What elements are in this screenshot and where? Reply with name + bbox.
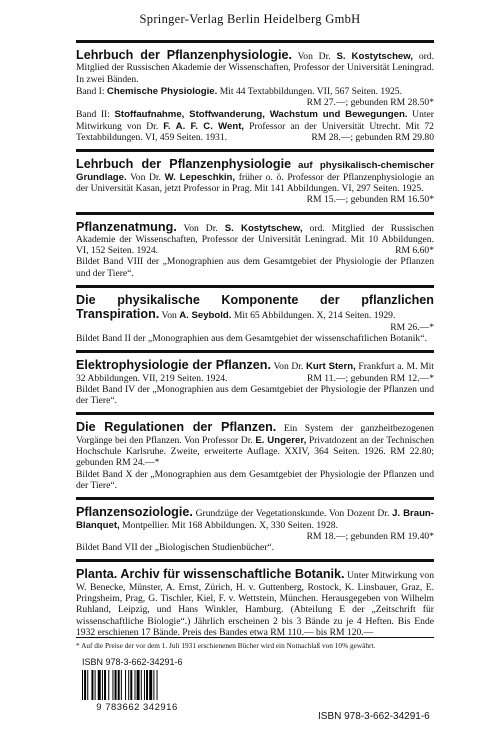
series-note: Bildet Band IV der „Monographien aus dem Gesamtgebiet der Physiologie der Pflanzen und der Tiere“. bbox=[76, 383, 434, 407]
book-entry bbox=[76, 412, 434, 497]
by-text: Von Dr. bbox=[297, 51, 331, 62]
volume-description: Unter Mitwirkung von Dr. bbox=[76, 109, 434, 132]
book-description: ord. Mitglied der Russischen Akademie der Wissenschaften, Professor der Universität Leningrad. In zwei Bänden. bbox=[76, 51, 434, 85]
book-entry bbox=[76, 559, 434, 644]
book-author: J. Braun-Blanquet, bbox=[76, 508, 434, 531]
book-title: Die Regulationen der Pflanzen. bbox=[76, 420, 277, 435]
volume-label: Band I: bbox=[76, 85, 105, 97]
book-description: Montpellier. Mit 168 Abbildungen. X, 330 Seiten. 1928. bbox=[122, 519, 338, 531]
volume-price: RM 28.—; gebunden RM 29.80 bbox=[311, 132, 434, 144]
barcode-icon bbox=[82, 670, 192, 700]
book-entry bbox=[76, 497, 434, 559]
by-text: Von Dr. bbox=[130, 171, 161, 183]
book-price: RM 6.60* bbox=[395, 245, 434, 257]
volume-title: Chemische Physiologie. bbox=[106, 85, 218, 97]
book-description: früher o. ö. Professor der Pflanzenphysiologie an der Universität Kasan, jetzt Professor in Prag. Mit 141 Abbildungen. VI, 297 Seiten. 1925. bbox=[76, 171, 434, 194]
volume-price: RM 27.—; gebunden RM 28.50* bbox=[306, 97, 434, 109]
book-price: RM 26.—* bbox=[390, 321, 434, 333]
series-note: Bildet Band II der „Monographien aus dem Gesamtgebiet der wissenschaftlichen Botanik“. bbox=[76, 332, 427, 344]
volume-label: Band II: bbox=[76, 109, 110, 121]
book-entry bbox=[76, 285, 434, 350]
book-title: Die physikalische Komponente der pflanzlichen Transpiration. bbox=[76, 293, 434, 322]
book-author: E. Ungerer, bbox=[255, 434, 307, 446]
volume-description: Professor an der Universität Utrecht. Mit 72 Textabbildungen. VI, 459 Seiten. 1931. bbox=[76, 120, 434, 144]
isbn-label-bottom: ISBN 978-3-662-34291-6 bbox=[318, 711, 430, 722]
series-note: Bildet Band X der „Monographien aus dem Gesamtgebiet der Physiologie der Pflanzen und der Tiere“. bbox=[76, 468, 434, 491]
book-description: Ein System der ganzheitbezogenen Vorgänge bei den Pflanzen. Von Professor Dr. bbox=[76, 423, 434, 446]
barcode-number: 9 783662 342916 bbox=[96, 702, 178, 713]
volume-title: Stoffaufnahme, Stoffwanderung, Wachstum und Bewegungen. bbox=[114, 109, 408, 121]
book-description: Privatdozent an der Technischen Hochschule Karlsruhe. Zweite, erweiterte Auflage. XXIV, 364 Seiten. 1926. RM 22.80; gebunden RM 24.—* bbox=[76, 434, 435, 469]
book-title: Pflanzenatmung. bbox=[76, 219, 177, 234]
by-text: Von Dr. bbox=[183, 222, 218, 234]
book-entry bbox=[76, 149, 434, 211]
book-price: RM 18.—; gebunden RM 19.40* bbox=[306, 530, 434, 542]
series-note: Bildet Band VII der „Biologischen Studienbücher“. bbox=[76, 542, 275, 554]
book-title: Elektrophysiologie der Pflanzen. bbox=[76, 358, 271, 373]
book-list bbox=[76, 40, 434, 644]
journal-description: Unter Mitwirkung von W. Benecke, Münster, A. Ernst, Zürich, H. v. Guttenberg, Rostock, K. Linsbauer, Graz, E. Pringsheim, Prag, G. Tischler, Kiel, F. v. Wettstein, München. Herausgegeben von Wilhelm Ruhland, Leipzig, und Hans Winkler, Hamburg. (Abteilung E der „Zeitschrift für wissenschaftliche Biologie“.) Jährlich erscheinen 2 bis 3 Bände zu je 4 Heften. Bis Ende 1932 erschienen 17 Bände. Preis des Bandes etwa RM 110.— bis RM 120.— bbox=[76, 570, 434, 638]
book-title: Lehrbuch der Pflanzenphysiologie. bbox=[76, 48, 292, 62]
by-text: Von bbox=[161, 310, 177, 322]
journal-title: Planta. Archiv für wissenschaftliche Botanik. bbox=[76, 567, 345, 582]
isbn-label-top: ISBN 978-3-662-34291-6 bbox=[82, 657, 183, 667]
book-entry bbox=[76, 40, 434, 149]
by-text: Von Dr. bbox=[273, 361, 304, 373]
book-description: Mit 65 Abbildungen. X, 214 Seiten. 1929. bbox=[233, 310, 396, 322]
book-author: S. Kostytschew, bbox=[224, 222, 303, 234]
price-footnote: * Auf die Preise der vor dem 1. Juli 1931 erschienenen Bücher wird ein Notnachlaß von 10% gewährt. bbox=[76, 637, 434, 650]
book-author: W. Lepeschkin, bbox=[164, 171, 236, 183]
book-description: Frankfurt a. M. Mit 32 Abbildungen. VII, 219 Seiten. 1924. bbox=[76, 361, 434, 384]
book-author: S. Kostytschew, bbox=[336, 51, 414, 62]
book-price: RM 11.—; gebunden RM 12.—* bbox=[306, 372, 434, 384]
book-subtitle: auf physikalisch-chemischer Grundlage. bbox=[76, 160, 434, 183]
book-price: RM 15.—; gebunden RM 16.50* bbox=[306, 194, 434, 206]
book-description: Grundzüge der Vegetationskunde. Von Dozent Dr. bbox=[195, 508, 390, 520]
publisher-line: Springer-Verlag Berlin Heidelberg GmbH bbox=[139, 12, 361, 26]
volume-one bbox=[76, 86, 434, 109]
book-entry bbox=[76, 212, 434, 285]
book-author: Kurt Stern, bbox=[305, 361, 356, 373]
volume-description: Mit 44 Textabbildungen. VII, 567 Seiten. 1925. bbox=[219, 85, 403, 97]
book-entry bbox=[76, 350, 434, 412]
volume-two bbox=[76, 109, 434, 143]
book-description: ord. Mitglied der Russischen Akademie der Wissenschaften, Professor der Universität Leningrad. Mit 10 Abbildungen. VI, 152 Seiten. 1924. bbox=[76, 222, 434, 257]
volume-author: F. A. F. C. Went, bbox=[163, 120, 245, 132]
book-title: Pflanzensoziologie. bbox=[76, 505, 193, 520]
book-title: Lehrbuch der Pflanzenphysiologie bbox=[76, 157, 292, 172]
series-note: Bildet Band VIII der „Monographien aus dem Gesamtgebiet der Physiologie der Pflanzen und der Tiere“. bbox=[76, 256, 434, 279]
book-author: A. Seybold. bbox=[179, 310, 232, 322]
